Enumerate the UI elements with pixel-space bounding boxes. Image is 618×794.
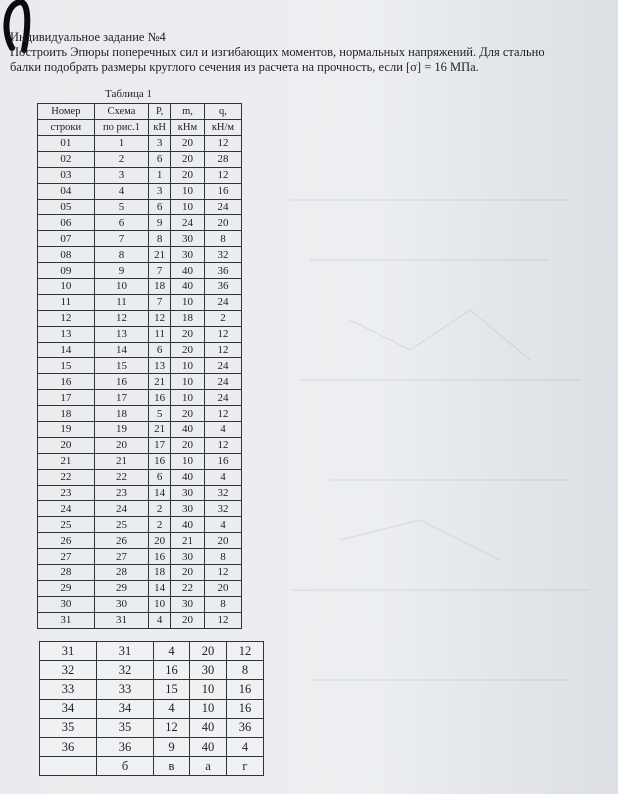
table-row	[38, 549, 242, 565]
load-cell: 2	[204, 310, 241, 326]
scheme-cell: 12	[94, 310, 149, 326]
table-row	[38, 167, 242, 183]
force-cell: 7	[149, 263, 171, 279]
moment-cell: 40	[190, 737, 227, 756]
force-cell: 16	[149, 453, 171, 469]
row-number-cell: 27	[38, 549, 95, 565]
moment-cell: 21	[171, 533, 205, 549]
scheme-cell: 10	[94, 279, 149, 295]
load-cell: 12	[204, 136, 241, 152]
force-cell: 7	[149, 294, 171, 310]
force-cell: 21	[149, 247, 171, 263]
table-row	[38, 485, 242, 501]
scheme-cell: 5	[94, 199, 149, 215]
table-row	[38, 390, 242, 406]
load-cell: 20	[204, 215, 241, 231]
row-number-cell: 18	[38, 406, 95, 422]
heading-task-line-2: балки подобрать размеры круглого сечения из расчета на прочность, если [σ] = 16 МПа.	[10, 60, 479, 74]
moment-cell: 40	[171, 469, 205, 485]
background-bleedthrough	[270, 120, 610, 780]
scheme-cell: 15	[94, 358, 149, 374]
scheme-cell: 31	[94, 612, 149, 628]
header-moment-bottom: кНм	[171, 120, 205, 136]
moment-cell: 40	[171, 422, 205, 438]
load-cell: 12	[227, 642, 264, 661]
row-number-cell: 14	[38, 342, 95, 358]
table-row	[40, 680, 264, 699]
scheme-cell: 24	[94, 501, 149, 517]
force-cell: 16	[149, 549, 171, 565]
scheme-cell: 6	[94, 215, 149, 231]
moment-cell: 20	[171, 342, 205, 358]
force-cell: 8	[149, 231, 171, 247]
force-cell: 15	[154, 680, 190, 699]
scheme-cell: 36	[97, 737, 154, 756]
row-number-cell: 02	[38, 151, 95, 167]
heading-task-line-1: Построить Эпюры поперечных сил и изгибающих моментов, нормальных напряжений. Для стально	[10, 45, 545, 59]
force-cell: 21	[149, 374, 171, 390]
row-number-cell: 17	[38, 390, 95, 406]
force-cell: 6	[149, 469, 171, 485]
force-cell: 2	[149, 501, 171, 517]
force-cell: 12	[149, 310, 171, 326]
table-row	[38, 136, 242, 152]
row-number-cell: 04	[38, 183, 95, 199]
moment-cell: 20	[171, 406, 205, 422]
load-cell: 8	[227, 661, 264, 680]
load-cell: 20	[204, 533, 241, 549]
table-row	[38, 533, 242, 549]
scheme-cell: 33	[97, 680, 154, 699]
load-cell: 4	[204, 422, 241, 438]
table-row	[38, 183, 242, 199]
moment-cell: 20	[190, 642, 227, 661]
header-load-top: q,	[204, 104, 241, 120]
table-row	[38, 247, 242, 263]
row-number-cell: 15	[38, 358, 95, 374]
scheme-cell: 25	[94, 517, 149, 533]
row-number-cell: 30	[38, 596, 95, 612]
load-cell: 16	[204, 183, 241, 199]
table-row	[38, 294, 242, 310]
moment-cell: 20	[171, 565, 205, 581]
moment-cell: 30	[171, 549, 205, 565]
scheme-cell: 28	[94, 565, 149, 581]
row-number-cell: 28	[38, 565, 95, 581]
scheme-cell: 35	[97, 718, 154, 737]
scheme-cell: 31	[97, 642, 154, 661]
scheme-cell: 20	[94, 437, 149, 453]
load-cell: 12	[204, 437, 241, 453]
force-cell: 17	[149, 437, 171, 453]
row-number-cell: 03	[38, 167, 95, 183]
table-row	[38, 263, 242, 279]
assignment-heading	[10, 30, 618, 75]
load-cell: 32	[204, 485, 241, 501]
force-cell: 2	[149, 517, 171, 533]
table-row	[38, 342, 242, 358]
row-number-cell: 12	[38, 310, 95, 326]
load-cell: 16	[204, 453, 241, 469]
load-cell: 12	[204, 342, 241, 358]
table-row	[40, 661, 264, 680]
table-row	[38, 374, 242, 390]
force-cell: 18	[149, 565, 171, 581]
scheme-cell: 21	[94, 453, 149, 469]
table-row	[40, 718, 264, 737]
table-row	[38, 199, 242, 215]
table-row	[40, 757, 264, 776]
moment-cell: 10	[190, 680, 227, 699]
row-number-cell: 07	[38, 231, 95, 247]
force-cell: 20	[149, 533, 171, 549]
force-cell: 1	[149, 167, 171, 183]
force-cell: 16	[154, 661, 190, 680]
scheme-cell: 30	[94, 596, 149, 612]
table-row	[38, 215, 242, 231]
force-cell: в	[154, 757, 190, 776]
scheme-cell: 9	[94, 263, 149, 279]
force-cell: 14	[149, 580, 171, 596]
load-cell: 24	[204, 294, 241, 310]
load-cell: 28	[204, 151, 241, 167]
moment-cell: 30	[171, 501, 205, 517]
header-row-number-top: Номер	[38, 104, 95, 120]
moment-cell: 20	[171, 151, 205, 167]
scheme-cell: 19	[94, 422, 149, 438]
scheme-cell: 34	[97, 699, 154, 718]
table-row	[38, 151, 242, 167]
header-scheme-top: Схема	[94, 104, 149, 120]
scheme-cell: 11	[94, 294, 149, 310]
row-number-cell: 24	[38, 501, 95, 517]
load-cell: 12	[204, 326, 241, 342]
scheme-cell: 18	[94, 406, 149, 422]
row-number-cell: 33	[40, 680, 97, 699]
moment-cell: 10	[171, 390, 205, 406]
force-cell: 10	[149, 596, 171, 612]
header-row-top	[38, 104, 242, 120]
load-cell: 8	[204, 596, 241, 612]
header-force-top: P,	[149, 104, 171, 120]
load-cell: 4	[204, 469, 241, 485]
header-moment-top: m,	[171, 104, 205, 120]
moment-cell: 40	[171, 517, 205, 533]
moment-cell: 10	[171, 199, 205, 215]
load-cell: 16	[227, 699, 264, 718]
force-cell: 9	[154, 737, 190, 756]
force-cell: 12	[154, 718, 190, 737]
load-cell: 16	[227, 680, 264, 699]
force-cell: 6	[149, 342, 171, 358]
table-row	[38, 358, 242, 374]
header-row-number-bottom: строки	[38, 120, 95, 136]
moment-cell: а	[190, 757, 227, 776]
load-cell: 12	[204, 565, 241, 581]
scheme-cell: 1	[94, 136, 149, 152]
load-cell: 36	[227, 718, 264, 737]
moment-cell: 40	[171, 263, 205, 279]
force-cell: 5	[149, 406, 171, 422]
row-number-cell: 06	[38, 215, 95, 231]
row-number-cell: 26	[38, 533, 95, 549]
force-cell: 13	[149, 358, 171, 374]
load-cell: 12	[204, 406, 241, 422]
table-row	[38, 437, 242, 453]
moment-cell: 20	[171, 612, 205, 628]
force-cell: 21	[149, 422, 171, 438]
row-number-cell	[40, 757, 97, 776]
moment-cell: 40	[171, 279, 205, 295]
force-cell: 6	[149, 199, 171, 215]
force-cell: 9	[149, 215, 171, 231]
load-cell: 24	[204, 358, 241, 374]
scheme-cell: 8	[94, 247, 149, 263]
moment-cell: 30	[171, 247, 205, 263]
table-row	[38, 469, 242, 485]
load-cell: 32	[204, 501, 241, 517]
moment-cell: 10	[171, 358, 205, 374]
row-number-cell: 08	[38, 247, 95, 263]
table-row	[38, 580, 242, 596]
scheme-cell: 7	[94, 231, 149, 247]
moment-cell: 22	[171, 580, 205, 596]
moment-cell: 30	[190, 661, 227, 680]
moment-cell: 30	[171, 596, 205, 612]
table-row	[38, 501, 242, 517]
force-cell: 4	[149, 612, 171, 628]
moment-cell: 20	[171, 136, 205, 152]
header-load-bottom: кН/м	[204, 120, 241, 136]
scheme-cell: 22	[94, 469, 149, 485]
table-row	[38, 612, 242, 628]
scheme-cell: 17	[94, 390, 149, 406]
force-cell: 3	[149, 136, 171, 152]
table-caption: Таблица 1	[105, 88, 153, 100]
load-cell: г	[227, 757, 264, 776]
row-number-cell: 05	[38, 199, 95, 215]
moment-cell: 24	[171, 215, 205, 231]
variants-table	[37, 103, 242, 629]
moment-cell: 20	[171, 437, 205, 453]
table-row	[38, 596, 242, 612]
force-cell: 6	[149, 151, 171, 167]
scheme-cell: 2	[94, 151, 149, 167]
header-force-bottom: кН	[149, 120, 171, 136]
row-number-cell: 19	[38, 422, 95, 438]
header-row-bottom	[38, 120, 242, 136]
load-cell: 24	[204, 374, 241, 390]
row-number-cell: 29	[38, 580, 95, 596]
moment-cell: 30	[171, 231, 205, 247]
table-row	[38, 406, 242, 422]
moment-cell: 20	[171, 326, 205, 342]
row-number-cell: 35	[40, 718, 97, 737]
force-cell: 3	[149, 183, 171, 199]
table-row	[38, 517, 242, 533]
moment-cell: 10	[190, 699, 227, 718]
table-row	[40, 642, 264, 661]
load-cell: 24	[204, 390, 241, 406]
scheme-cell: 23	[94, 485, 149, 501]
header-scheme-bottom: по рис.1	[94, 120, 149, 136]
table-row	[40, 699, 264, 718]
scheme-cell: 32	[97, 661, 154, 680]
table-row	[38, 310, 242, 326]
scheme-cell: 4	[94, 183, 149, 199]
row-number-cell: 13	[38, 326, 95, 342]
moment-cell: 10	[171, 374, 205, 390]
load-cell: 36	[204, 263, 241, 279]
moment-cell: 10	[171, 294, 205, 310]
table-row	[38, 231, 242, 247]
scheme-cell: б	[97, 757, 154, 776]
moment-cell: 30	[171, 485, 205, 501]
force-cell: 4	[154, 642, 190, 661]
row-number-cell: 31	[40, 642, 97, 661]
row-number-cell: 25	[38, 517, 95, 533]
row-number-cell: 21	[38, 453, 95, 469]
heading-title: Индивидуальное задание №4	[10, 30, 166, 44]
force-cell: 18	[149, 279, 171, 295]
row-number-cell: 32	[40, 661, 97, 680]
scheme-cell: 13	[94, 326, 149, 342]
row-number-cell: 20	[38, 437, 95, 453]
moment-cell: 10	[171, 183, 205, 199]
load-cell: 20	[204, 580, 241, 596]
load-cell: 8	[204, 231, 241, 247]
table-row	[38, 326, 242, 342]
row-number-cell: 36	[40, 737, 97, 756]
table-row	[40, 737, 264, 756]
load-cell: 24	[204, 199, 241, 215]
table-row	[38, 453, 242, 469]
row-number-cell: 01	[38, 136, 95, 152]
table-row	[38, 422, 242, 438]
scheme-cell: 29	[94, 580, 149, 596]
force-cell: 11	[149, 326, 171, 342]
load-cell: 12	[204, 612, 241, 628]
load-cell: 32	[204, 247, 241, 263]
scheme-cell: 3	[94, 167, 149, 183]
row-number-cell: 23	[38, 485, 95, 501]
load-cell: 4	[227, 737, 264, 756]
load-cell: 4	[204, 517, 241, 533]
load-cell: 36	[204, 279, 241, 295]
moment-cell: 20	[171, 167, 205, 183]
load-cell: 12	[204, 167, 241, 183]
moment-cell: 40	[190, 718, 227, 737]
force-cell: 16	[149, 390, 171, 406]
row-number-cell: 34	[40, 699, 97, 718]
table-row	[38, 565, 242, 581]
moment-cell: 18	[171, 310, 205, 326]
load-cell: 8	[204, 549, 241, 565]
scheme-cell: 26	[94, 533, 149, 549]
row-number-cell: 10	[38, 279, 95, 295]
variants-table-continuation	[39, 641, 264, 776]
row-number-cell: 22	[38, 469, 95, 485]
force-cell: 14	[149, 485, 171, 501]
scheme-cell: 16	[94, 374, 149, 390]
row-number-cell: 31	[38, 612, 95, 628]
row-number-cell: 09	[38, 263, 95, 279]
moment-cell: 10	[171, 453, 205, 469]
row-number-cell: 11	[38, 294, 95, 310]
row-number-cell: 16	[38, 374, 95, 390]
scheme-cell: 27	[94, 549, 149, 565]
force-cell: 4	[154, 699, 190, 718]
scheme-cell: 14	[94, 342, 149, 358]
table-row	[38, 279, 242, 295]
